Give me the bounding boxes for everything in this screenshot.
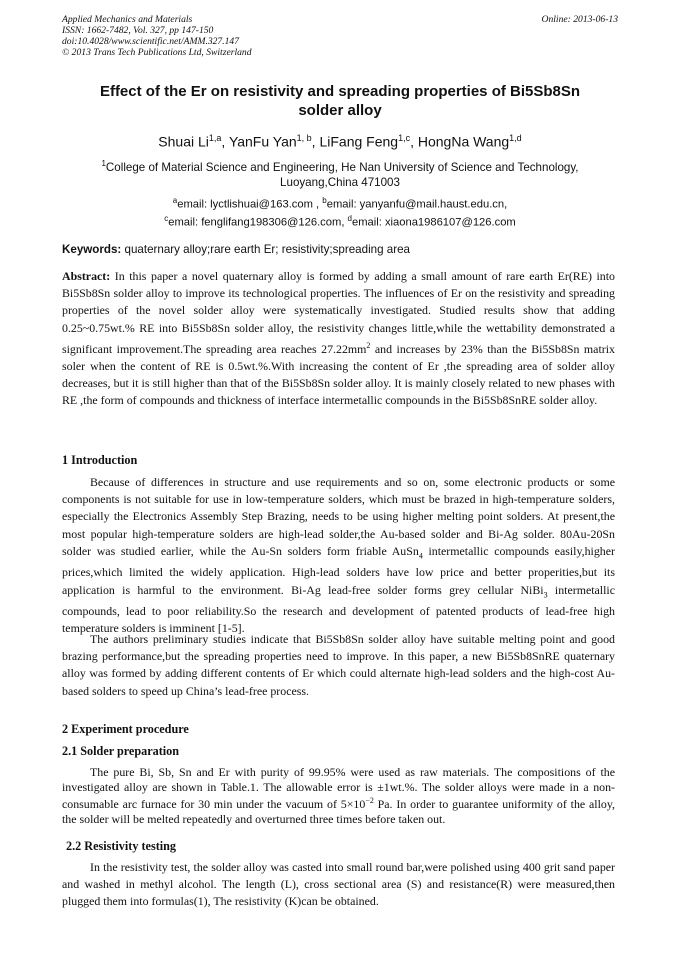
author-affil-mark: 1,c — [398, 133, 411, 143]
author-name: LiFang Feng — [319, 133, 399, 150]
author-name: YanFu Yan — [228, 133, 297, 150]
author-emails: $^a$email: lyctlishuai@163.com , $^b$email: yanyanfu@mail.haust.edu.cn, $^c$email: fenglifang198306@126.com, $^d$email: xiaona1986107@126.com — [164, 196, 516, 229]
author-list: Shuai Li$^{1,a}$, YanFu Yan$^{1, b}$, LiFang Feng$^{1,c}$, HongNa Wang$^{1,d}$ — [158, 133, 522, 150]
subsection-heading-resistivity: 2.2 Resistivity testing — [66, 839, 177, 853]
intro-paragraph-1: Because of differences in structure and use requirements and so on, some electronic products or some components is not suitable for use in low-temperature solders, which must be brazed in high-temperature solders, especially the Electronics Assembly Step Brazing, needs to be using higher melting point solders. At present,the most popular high-temperature solders are high-lead solder,the Au-based solder and Bi-Ag solder. 80Au-20Sn solder was studied earlier, while the Au-Sn solders form friable AuSn$_4$ intermetallic compounds easily,higher prices,which limited the widely application. High-lead solders have low price and better properities,but its application is harmful to the environment. Bi-Ag lead-free solder forms grey cellular NiBi$_3$ intermetallic compounds, lead to poor reliability.So the research and development of patented products of lead-free high temperature solders is imminent [1-5]. — [62, 475, 615, 636]
affiliation — [62, 156, 618, 191]
keywords-label: Keywords: — [62, 243, 122, 256]
keywords-text: quaternary alloy;rare earth Er; resistivity;spreading area — [121, 243, 410, 256]
author-affil-mark: 1, b — [296, 133, 312, 143]
affiliation-line-1: College of Material Science and Engineering, He Nan University of Science and Technology, — [105, 160, 579, 174]
affiliation-line-2: Luoyang,China 471003 — [280, 176, 400, 190]
abstract-label: Abstract: — [62, 269, 111, 283]
doi-line: doi:10.4028/www.scientific.net/AMM.327.147 — [62, 36, 240, 47]
experiment-paragraph-1: The pure Bi, Sb, Sn and Er with purity of 99.95% were used as raw materials. The compositions of the investigated alloy are shown in Table.1. The allowable error is ±1wt.%. The solder alloys were made in a non-consumable arc furnace for 30 min under the vacuum of $5\times 10^{-2}$ Pa. In order to guarantee uniformity of the alloy, the solder will be melted repeatedly and overturned three times before taken out. — [62, 765, 615, 826]
section-heading-introduction: 1 Introduction — [62, 453, 138, 467]
email-b: email: yanyanfu@mail.haust.edu.cn, — [326, 198, 508, 211]
keywords — [62, 242, 618, 257]
experiment-paragraph-2: In the resistivity test, the solder alloy was casted into small round bar,were polished using 400 grit sand paper and washed in methyl alcohol. The length (L), cross sectional area (S) and resistance(R) were measured,then plugged them into formulas(1), The resistivity (K)can be obtained. — [62, 860, 615, 909]
section-heading-experiment: 2 Experiment procedure — [62, 722, 189, 736]
issn-line: ISSN: 1662-7482, Vol. 327, pp 147-150 — [62, 25, 214, 36]
abstract — [62, 268, 615, 410]
affiliation-mark: 1 — [101, 159, 106, 168]
subsection-heading-solder-preparation: 2.1 Solder preparation — [62, 744, 180, 758]
title-line-2: solder alloy — [298, 102, 382, 119]
author-name: HongNa Wang — [417, 133, 510, 150]
author-affil-mark: 1,a — [208, 133, 222, 143]
email-d: email: xiaona1986107@126.com — [352, 216, 516, 229]
copyright-line: © 2013 Trans Tech Publications Ltd, Switzerland — [62, 47, 252, 58]
journal-header — [62, 14, 618, 58]
abstract-text-2: and increases by 23% than the Bi5Sb8Sn matrix soler when the content of RE is 0.5wt.%.With increasing the content of Er ,the spreading area of solder alloy decreases, but it is still higher than that of the Bi5Sb8Sn solder alloy. It is mainly closely related to new phases with RE ,the form of compounds and thickness of interface intermetallic compounds in the Bi5Sb8SnRE solder alloy. — [62, 341, 615, 408]
title-line-1: Effect of the Er on resistivity and spreading properties of Bi5Sb8Sn — [99, 83, 581, 100]
email-a: email: lyctlishuai@163.com , — [177, 198, 320, 211]
online-date: Online: 2013-06-13 — [541, 14, 618, 25]
intro-paragraph-2: The authors preliminary studies indicate that Bi5Sb8Sn solder alloy have suitable melting point and good brazing performance,but the spreading properties need to improve. In this paper, a new Bi5Sb8SnRE quaternary alloy was formed by adding different contents of Er which could alternate high-lead solders and the high-cost Au-based solders to speed up China’s lead-free process. — [62, 632, 615, 698]
email-c: email: fenglifang198306@126.com, — [168, 216, 348, 229]
journal-name: Applied Mechanics and Materials — [62, 14, 193, 25]
author-affil-mark: 1,d — [509, 133, 522, 143]
abstract-sup: 2 — [366, 340, 371, 350]
abstract-text-1: In this paper a novel quaternary alloy is formed by adding a small amount of rare earth Er(RE) into Bi5Sb8Sn solder alloy to improve its technological properties. The influences of Er on the resistivity and spreading properties of the novel solder alloy were systematically investigated. Studied results show that adding 0.25~0.75wt.% RE into Bi5Sb8Sn solder alloy, the resistivity changes little,while the wettability demonstrated a significant improvement.The spreading area reaches 27.22mm — [62, 269, 615, 356]
paper-title — [62, 82, 618, 120]
author-name: Shuai Li — [158, 133, 209, 150]
